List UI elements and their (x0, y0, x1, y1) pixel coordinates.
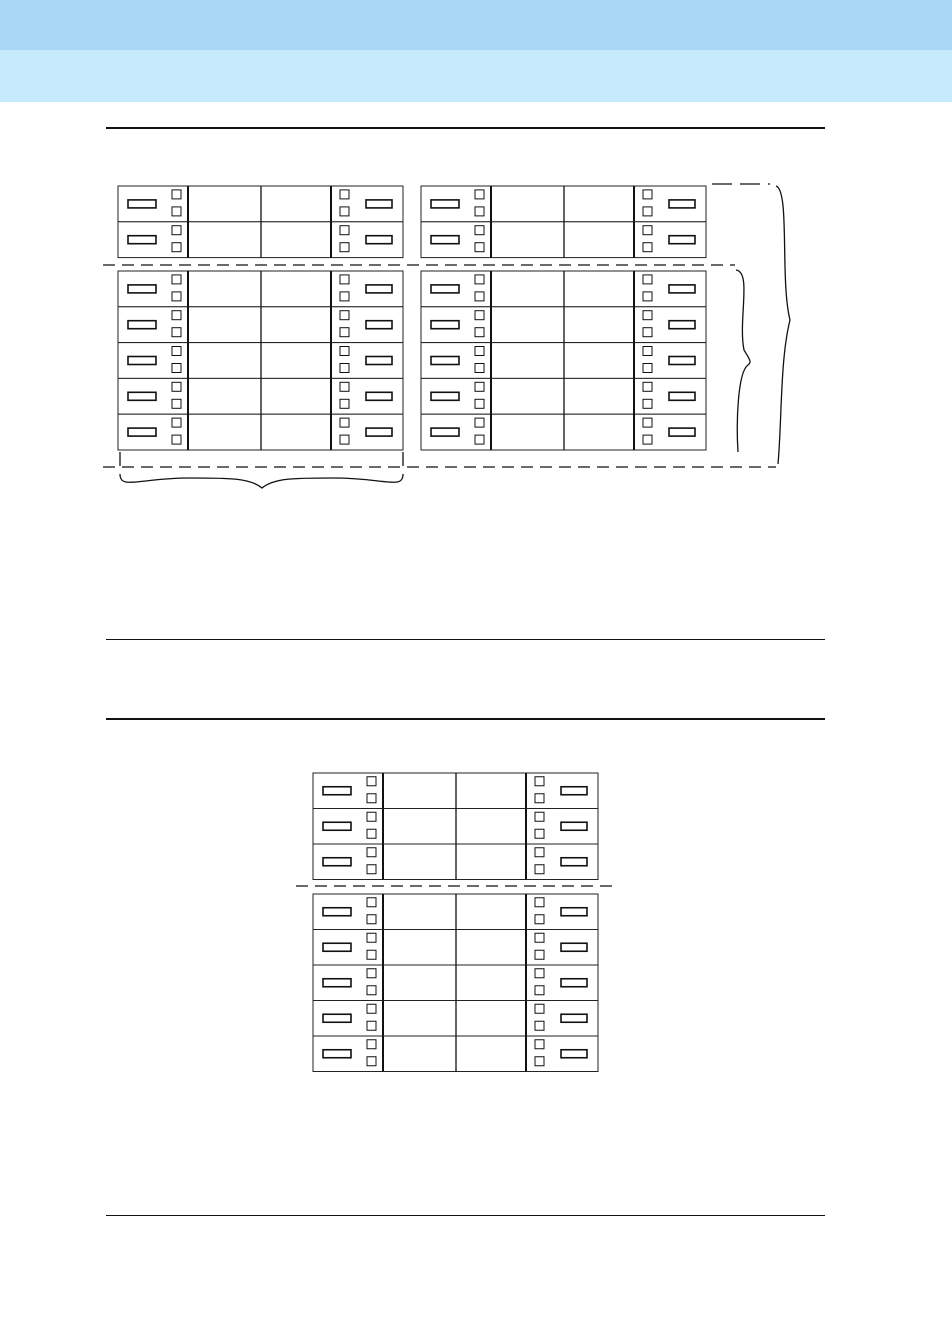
module-slot-right (366, 428, 392, 436)
led-indicator (367, 848, 376, 857)
led-indicator (367, 1004, 376, 1013)
module-slot-right (561, 1014, 587, 1022)
led-indicator (367, 1057, 376, 1066)
led-indicator (367, 1040, 376, 1049)
led-indicator (643, 328, 652, 337)
shelf-unit (421, 343, 706, 379)
led-indicator (475, 226, 484, 235)
led-indicator (172, 207, 181, 216)
module-slot-left (431, 236, 459, 244)
led-indicator (535, 1057, 544, 1066)
led-indicator (475, 418, 484, 427)
module-slot-right (561, 787, 587, 795)
led-indicator (475, 275, 484, 284)
module-slot-right (669, 357, 695, 365)
led-indicator (172, 418, 181, 427)
module-slot-left (431, 321, 459, 329)
module-slot-left (128, 200, 156, 208)
led-indicator (643, 418, 652, 427)
module-slot-right (561, 858, 587, 866)
led-indicator (340, 399, 349, 408)
module-slot-left (431, 392, 459, 400)
module-slot-right (366, 285, 392, 293)
shelf-unit (421, 271, 706, 307)
lower-shelves-brace (736, 270, 750, 452)
led-indicator (367, 865, 376, 874)
module-slot-left (128, 236, 156, 244)
led-indicator (475, 207, 484, 216)
shelf-unit (118, 343, 403, 379)
module-slot-right (669, 428, 695, 436)
led-indicator (172, 292, 181, 301)
shelf-unit (118, 307, 403, 343)
shelf-unit (421, 222, 706, 258)
module-slot-right (669, 392, 695, 400)
module-slot-left (323, 1014, 351, 1022)
led-indicator (475, 382, 484, 391)
shelf-unit (118, 186, 403, 222)
module-slot-left (431, 285, 459, 293)
module-slot-right (366, 357, 392, 365)
led-indicator (172, 243, 181, 252)
module-slot-left (128, 392, 156, 400)
shelf-unit (313, 844, 598, 880)
led-indicator (535, 794, 544, 803)
led-indicator (367, 1021, 376, 1030)
led-indicator (475, 328, 484, 337)
led-indicator (535, 915, 544, 924)
led-indicator (535, 812, 544, 821)
module-slot-right (561, 943, 587, 951)
shelf-unit (421, 378, 706, 414)
led-indicator (535, 898, 544, 907)
led-indicator (340, 311, 349, 320)
led-indicator (535, 829, 544, 838)
module-slot-left (323, 787, 351, 795)
module-slot-right (366, 236, 392, 244)
led-indicator (643, 435, 652, 444)
led-indicator (535, 777, 544, 786)
module-slot-right (561, 979, 587, 987)
led-indicator (172, 382, 181, 391)
module-slot-left (128, 428, 156, 436)
full-height-brace (776, 186, 790, 464)
led-indicator (172, 435, 181, 444)
led-indicator (367, 829, 376, 838)
shelf-unit (421, 414, 706, 450)
led-indicator (367, 777, 376, 786)
led-indicator (367, 969, 376, 978)
left-cabinet-marker (120, 452, 403, 466)
led-indicator (643, 226, 652, 235)
led-indicator (172, 311, 181, 320)
module-slot-left (431, 357, 459, 365)
left-cabinet-brace (120, 474, 403, 488)
module-slot-right (366, 321, 392, 329)
shelf-unit (118, 271, 403, 307)
led-indicator (367, 986, 376, 995)
led-indicator (535, 1040, 544, 1049)
module-slot-left (431, 200, 459, 208)
led-indicator (340, 275, 349, 284)
module-slot-right (561, 908, 587, 916)
module-slot-left (323, 908, 351, 916)
led-indicator (172, 275, 181, 284)
led-indicator (535, 969, 544, 978)
module-slot-left (128, 357, 156, 365)
module-slot-left (323, 943, 351, 951)
module-slot-right (669, 200, 695, 208)
shelf-unit (313, 894, 598, 930)
led-indicator (172, 364, 181, 373)
led-indicator (475, 243, 484, 252)
led-indicator (643, 292, 652, 301)
module-slot-right (561, 822, 587, 830)
module-slot-left (128, 285, 156, 293)
led-indicator (475, 399, 484, 408)
led-indicator (475, 190, 484, 199)
shelf-unit (421, 186, 706, 222)
led-indicator (340, 190, 349, 199)
led-indicator (643, 382, 652, 391)
led-indicator (172, 399, 181, 408)
led-indicator (340, 418, 349, 427)
shelf-unit (118, 414, 403, 450)
shelf-unit (313, 809, 598, 845)
led-indicator (535, 986, 544, 995)
led-indicator (367, 915, 376, 924)
led-indicator (475, 292, 484, 301)
shelf-unit (313, 1036, 598, 1072)
led-indicator (340, 292, 349, 301)
led-indicator (367, 794, 376, 803)
module-slot-right (669, 321, 695, 329)
module-slot-left (323, 858, 351, 866)
led-indicator (475, 435, 484, 444)
led-indicator (475, 347, 484, 356)
led-indicator (340, 435, 349, 444)
led-indicator (367, 812, 376, 821)
led-indicator (475, 364, 484, 373)
led-indicator (340, 207, 349, 216)
led-indicator (340, 347, 349, 356)
led-indicator (367, 950, 376, 959)
led-indicator (340, 364, 349, 373)
led-indicator (172, 226, 181, 235)
module-slot-right (669, 285, 695, 293)
figure-1-two-cabinet-layout (118, 186, 706, 450)
shelf-unit (313, 773, 598, 809)
led-indicator (172, 347, 181, 356)
led-indicator (367, 933, 376, 942)
led-indicator (340, 328, 349, 337)
led-indicator (535, 950, 544, 959)
led-indicator (643, 275, 652, 284)
module-slot-left (323, 1050, 351, 1058)
figure-2-single-cabinet-layout (313, 773, 598, 1072)
led-indicator (643, 190, 652, 199)
led-indicator (643, 207, 652, 216)
led-indicator (340, 243, 349, 252)
module-slot-right (669, 236, 695, 244)
led-indicator (172, 328, 181, 337)
shelf-unit (313, 930, 598, 966)
module-slot-right (366, 392, 392, 400)
led-indicator (643, 311, 652, 320)
led-indicator (340, 382, 349, 391)
led-indicator (535, 1004, 544, 1013)
shelf-unit (421, 307, 706, 343)
led-indicator (535, 848, 544, 857)
led-indicator (643, 243, 652, 252)
led-indicator (475, 311, 484, 320)
led-indicator (172, 190, 181, 199)
led-indicator (643, 364, 652, 373)
shelf-unit (118, 378, 403, 414)
shelf-unit (313, 965, 598, 1001)
shelf-unit (313, 1001, 598, 1037)
module-slot-left (323, 979, 351, 987)
module-slot-right (366, 200, 392, 208)
led-indicator (367, 898, 376, 907)
module-slot-left (431, 428, 459, 436)
led-indicator (535, 865, 544, 874)
led-indicator (535, 933, 544, 942)
led-indicator (643, 347, 652, 356)
module-slot-right (561, 1050, 587, 1058)
module-slot-left (323, 822, 351, 830)
led-indicator (535, 1021, 544, 1030)
module-slot-left (128, 321, 156, 329)
led-indicator (340, 226, 349, 235)
led-indicator (643, 399, 652, 408)
shelf-unit (118, 222, 403, 258)
